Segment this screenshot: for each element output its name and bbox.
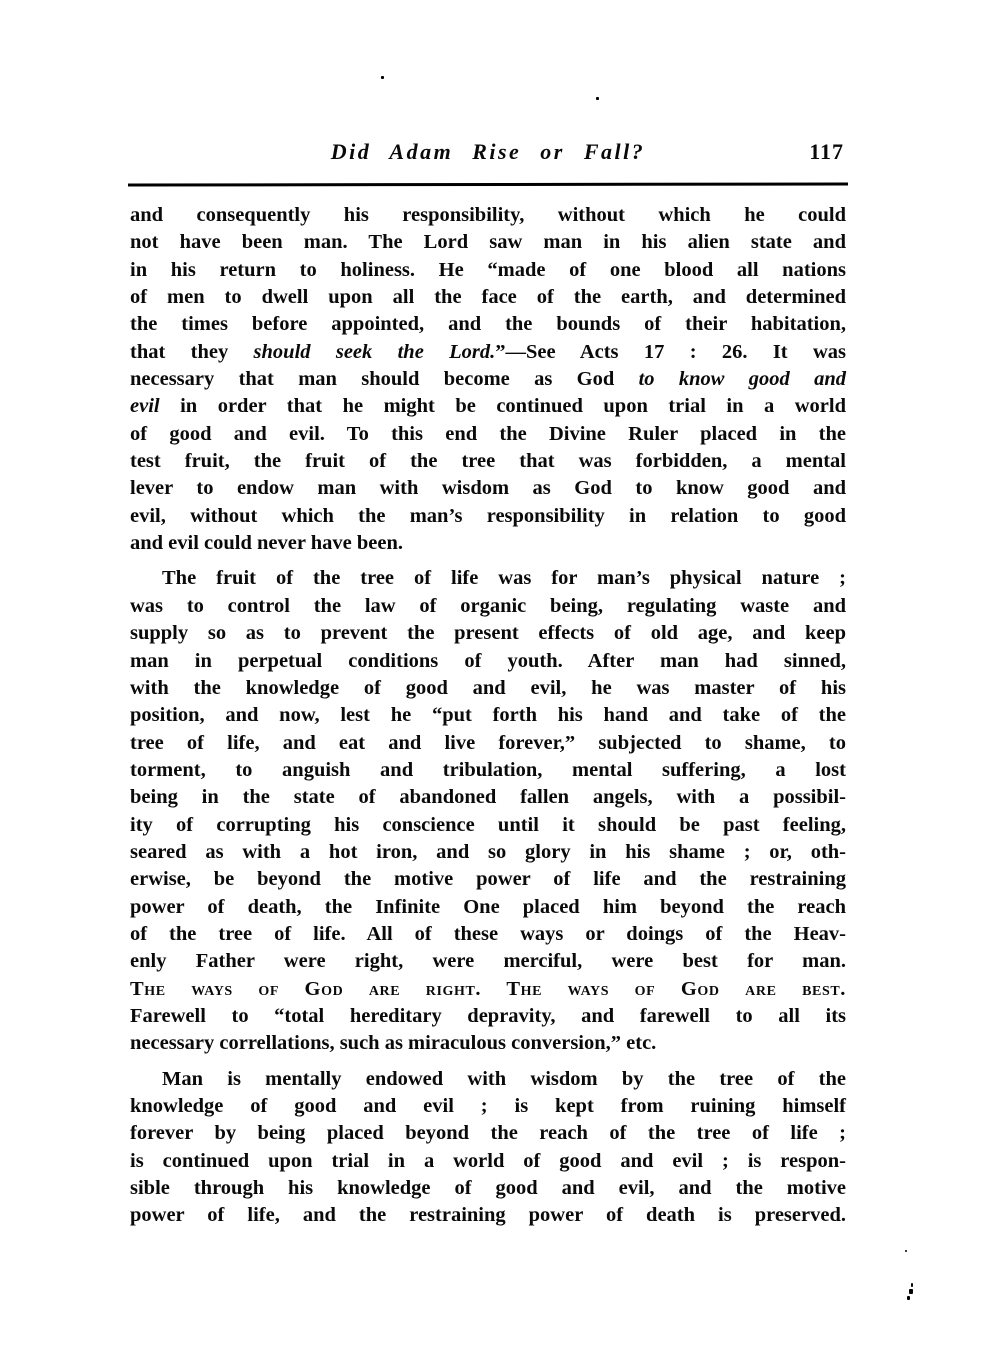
- text-line: [130, 1148, 846, 1175]
- scan-speck: [907, 1296, 910, 1300]
- body-text: supply so as to prevent the present effects of old age, and keep: [130, 622, 846, 645]
- scan-speck: [911, 1283, 913, 1287]
- page-number: 117: [809, 139, 844, 164]
- body-text: and consequently his responsibility, without which he could: [130, 204, 846, 226]
- text-line: [130, 839, 846, 866]
- body-text: seared as with a hot iron, and so glory in his shame ; or, oth-: [130, 840, 846, 863]
- body-text: necessary correllations, such as miraculous conversion,” etc.: [130, 1032, 657, 1055]
- text-line: [130, 675, 846, 702]
- body-text: necessary that man should become as God: [130, 368, 639, 391]
- body-text: erwise, be beyond the motive power of life and the restraining: [130, 868, 846, 891]
- page-header: [130, 139, 846, 169]
- text-line: [130, 757, 846, 784]
- text-line: [130, 1003, 846, 1030]
- body-text: sible through his knowledge of good and evil, and the motive: [130, 1177, 846, 1200]
- text-line: [130, 702, 846, 729]
- text-line: [130, 1093, 846, 1120]
- body-text: torment, to anguish and tribulation, mental suffering, a lost: [130, 758, 846, 781]
- scan-speck: [909, 1289, 913, 1294]
- body-text: is continued upon trial in a world of good and evil ; is respon-: [130, 1149, 846, 1172]
- text-line: [130, 620, 846, 647]
- text-line: [130, 565, 846, 592]
- text-line: [130, 448, 846, 475]
- body-text: Man is mentally endowed with wisdom by the tree of the: [162, 1067, 846, 1090]
- body-text: ity of corrupting his conscience until it should be past feeling,: [130, 813, 846, 836]
- paragraph: [130, 565, 846, 1057]
- text-line: [130, 1030, 846, 1057]
- running-title: Did Adam Rise or Fall?: [330, 139, 646, 164]
- body-text: evil, without which the man’s responsibility in relation to good: [130, 504, 846, 527]
- text-line: [130, 948, 846, 975]
- text-line: [130, 593, 846, 620]
- body-text: ”—See Acts 17 : 26. It was: [495, 340, 846, 363]
- body-text: forever by being placed beyond the reach of the tree of life ;: [130, 1122, 846, 1145]
- page-body: [130, 202, 846, 1230]
- text-line: [130, 311, 846, 338]
- text-line: [130, 1202, 846, 1229]
- text-line: [130, 202, 846, 229]
- body-text: that they: [130, 340, 254, 363]
- body-text: being in the state of abandoned fallen angels, with a possibil-: [130, 786, 846, 809]
- text-line: [130, 503, 846, 530]
- text-line: [130, 921, 846, 948]
- body-text: of good and evil. To this end the Divine Ruler placed in the: [130, 422, 846, 445]
- body-text: position, and now, lest he “put forth his hand and take of the: [130, 704, 846, 727]
- scan-speck: [381, 76, 384, 79]
- italic-text: evil: [130, 395, 160, 418]
- text-line: [130, 421, 846, 448]
- text-line: [130, 366, 846, 393]
- text-line: [130, 339, 846, 366]
- text-line: [130, 1120, 846, 1147]
- body-text: of the tree of life. All of these ways or doings of the Heav-: [130, 922, 846, 945]
- body-text: and evil could never have been.: [130, 532, 403, 555]
- text-line: [130, 284, 846, 311]
- body-text: man in perpetual conditions of youth. After man had sinned,: [130, 649, 846, 672]
- body-text: tree of life, and eat and live forever,” subjected to shame, to: [130, 731, 846, 754]
- text-line: [130, 784, 846, 811]
- text-line: [130, 393, 846, 420]
- text-line: [130, 648, 846, 675]
- text-line: [130, 866, 846, 893]
- text-line: [130, 976, 846, 1003]
- small-caps-text: The ways of God are right. The ways of God are best.: [130, 977, 846, 1000]
- text-line: [130, 257, 846, 284]
- header-rule: [128, 182, 848, 186]
- italic-text: should seek the Lord.: [253, 340, 496, 363]
- text-line: [130, 530, 846, 557]
- text-line: [130, 229, 846, 256]
- text-line: [130, 730, 846, 757]
- italic-text: to know good and: [638, 368, 847, 391]
- text-line: [130, 475, 846, 502]
- body-text: not have been man. The Lord saw man in his alien state and: [130, 231, 846, 254]
- text-line: [130, 894, 846, 921]
- body-text: knowledge of good and evil ; is kept from ruining himself: [130, 1095, 846, 1117]
- body-text: with the knowledge of good and evil, he was master of his: [130, 676, 846, 699]
- scan-speck: [596, 97, 599, 100]
- text-line: [130, 1066, 846, 1093]
- body-text: enly Father were right, were merciful, were best for man.: [130, 950, 846, 973]
- text-line: [130, 1175, 846, 1202]
- body-text: power of death, the Infinite One placed him beyond the reach: [130, 895, 846, 918]
- text-line: [130, 812, 846, 839]
- scan-speck: [905, 1250, 907, 1252]
- body-text: test fruit, the fruit of the tree that was forbidden, a mental: [130, 450, 846, 473]
- body-text: in order that he might be continued upon trial in a world: [159, 395, 846, 418]
- paragraph: [130, 202, 846, 557]
- body-text: was to control the law of organic being, regulating waste and: [130, 594, 846, 617]
- paragraph: [130, 1066, 846, 1230]
- body-text: in his return to holiness. He “made of one blood all nations: [130, 258, 846, 281]
- body-text: power of life, and the restraining power of death is preserved.: [130, 1204, 846, 1227]
- body-text: lever to endow man with wisdom as God to know good and: [130, 477, 846, 500]
- body-text: The fruit of the tree of life was for man’s physical nature ;: [162, 567, 846, 590]
- body-text: Farewell to “total hereditary depravity, and farewell to all its: [130, 1004, 846, 1027]
- body-text: the times before appointed, and the bounds of their habitation,: [130, 313, 846, 336]
- body-text: of men to dwell upon all the face of the earth, and determined: [130, 286, 846, 309]
